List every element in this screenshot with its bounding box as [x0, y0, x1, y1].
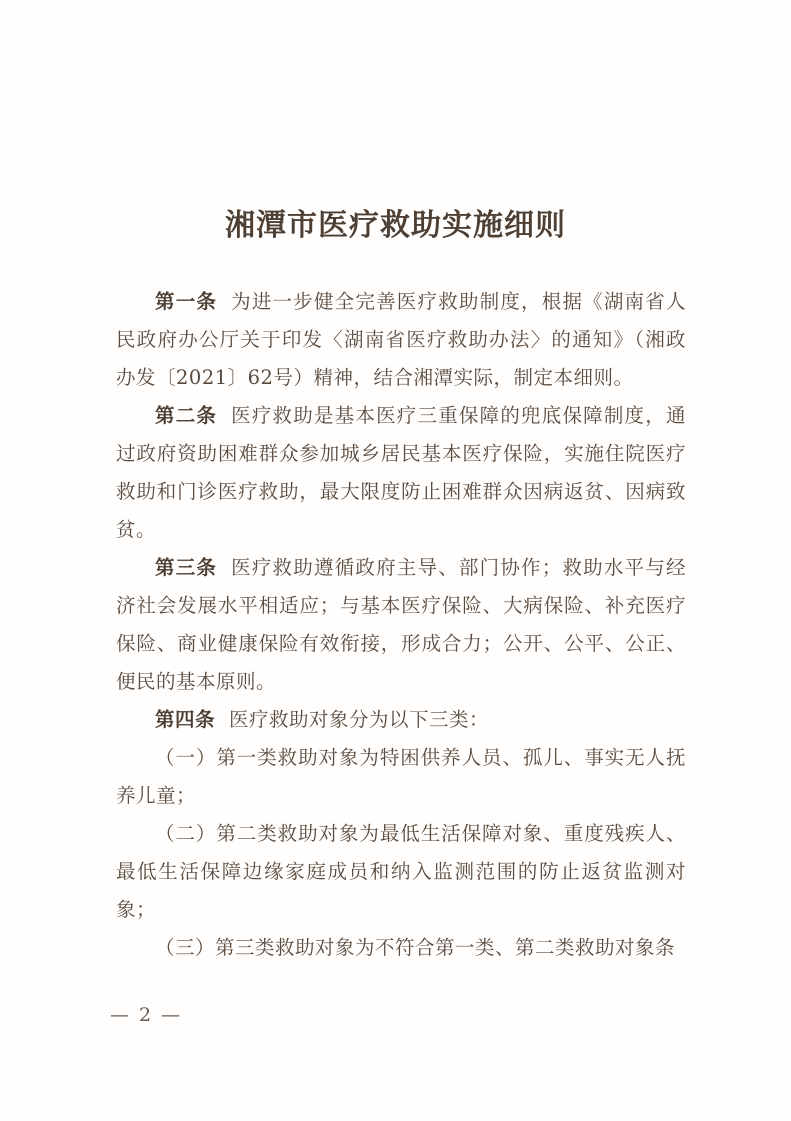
page-number: — 2 — — [110, 1004, 183, 1026]
article-label: 第一条 — [155, 290, 218, 313]
article-label: 第四条 — [155, 708, 216, 731]
article-text: 医疗救助是基本医疗三重保障的兜底保障制度，通过政府资助困难群众参加城乡居民基本医疗保险，实施住院医疗救助和门诊医疗救助，最大限度防止困难群众因病返贫、因病致贫。 — [116, 404, 686, 541]
article-3 — [116, 549, 686, 701]
article-label: 第三条 — [155, 556, 218, 579]
article-text: 为进一步健全完善医疗救助制度，根据《湖南省人民政府办公厅关于印发〈湖南省医疗救助办法〉的通知》（湘政办发〔2021〕62号）精神，结合湘潭实际，制定本细则。 — [116, 290, 686, 389]
list-item: （二）第二类救助对象为最低生活保障对象、重度残疾人、最低生活保障边缘家庭成员和纳入监测范围的防止返贫监测对象； — [116, 822, 686, 921]
article-2 — [116, 397, 686, 549]
article-4 — [116, 701, 686, 739]
list-item: （三）第三类救助对象为不符合第一类、第二类救助对象条 — [155, 936, 676, 959]
document-title: 湘潭市医疗救助实施细则 — [225, 208, 566, 243]
article-text: 医疗救助对象分为以下三类： — [229, 708, 490, 731]
article-text: 医疗救助遵循政府主导、部门协作；救助水平与经济社会发展水平相适应；与基本医疗保险、大病保险、补充医疗保险、商业健康保险有效衔接，形成合力；公开、公平、公正、便民的基本原则。 — [116, 556, 686, 693]
list-item: （一）第一类救助对象为特困供养人员、孤儿、事实无人抚养儿童； — [116, 746, 686, 807]
document-body — [116, 283, 686, 967]
article-label: 第二条 — [155, 404, 218, 427]
article-1 — [116, 283, 686, 397]
